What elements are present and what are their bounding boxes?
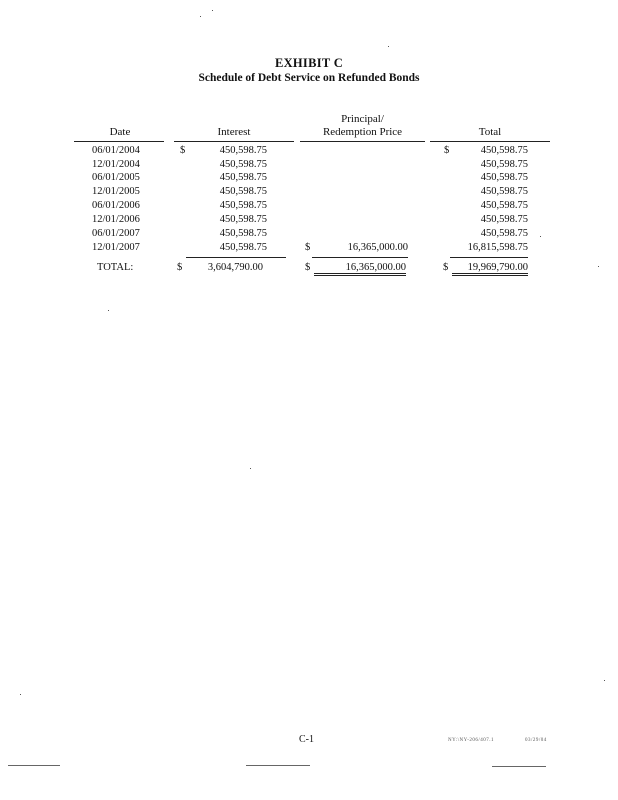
totals-total-currency: $ [443,262,449,273]
doc-code: NY:\NY-206/407.1 [448,738,495,743]
scan-speck [604,680,605,681]
scan-speck [212,10,213,11]
scan-speck [250,468,251,469]
scan-mark [246,765,310,766]
row-interest: 450,598.75 [219,186,267,197]
exhibit-title: EXHIBIT C [274,56,344,70]
header-rule-principal [300,141,425,142]
row-interest: 450,598.75 [219,228,267,239]
row-total: 450,598.75 [480,172,528,183]
subtotal-rule-principal [312,257,408,258]
row-total: 450,598.75 [480,145,528,156]
row-date: 06/01/2007 [92,228,140,239]
row-total: 450,598.75 [480,214,528,225]
header-principal-line2: Redemption Price [322,126,403,138]
header-principal-line1: Principal/ [341,113,384,125]
page-number: C-1 [299,734,314,745]
scan-speck [540,236,541,237]
row-interest: 450,598.75 [219,172,267,183]
header-interest: Interest [217,126,251,138]
row-total: 16,815,598.75 [467,242,528,253]
row-total: 450,598.75 [480,186,528,197]
row-interest: 450,598.75 [219,145,267,156]
totals-interest: 3,604,790.00 [207,262,263,273]
schedule-subtitle: Schedule of Debt Service on Refunded Bonds [198,72,420,84]
header-rule-interest [174,141,294,142]
row-date: 12/01/2004 [92,159,140,170]
interest-currency-symbol: $ [180,145,186,156]
scan-speck [200,16,201,17]
doc-date: 03/29/04 [525,738,547,743]
header-rule-total [430,141,550,142]
scan-mark [8,765,60,766]
row-principal: 16,365,000.00 [347,242,408,253]
totals-principal: 16,365,000.00 [314,262,406,276]
row-date: 06/01/2004 [92,145,140,156]
header-total: Total [478,126,502,138]
row-interest: 450,598.75 [219,159,267,170]
scan-speck [598,266,599,267]
totals-total: 19,969,790.00 [452,262,528,276]
row-interest: 450,598.75 [219,200,267,211]
row-date: 12/01/2006 [92,214,140,225]
row-date: 06/01/2005 [92,172,140,183]
subtotal-rule-interest [186,257,286,258]
header-date: Date [109,126,131,138]
row-interest: 450,598.75 [219,242,267,253]
totals-interest-currency: $ [177,262,183,273]
row-date: 06/01/2006 [92,200,140,211]
total-currency-symbol: $ [444,145,450,156]
subtotal-rule-total [450,257,528,258]
row-date: 12/01/2007 [92,242,140,253]
totals-label: TOTAL: [97,262,134,273]
principal-currency-symbol: $ [305,242,311,253]
totals-principal-currency: $ [305,262,311,273]
row-date: 12/01/2005 [92,186,140,197]
header-rule-date [74,141,164,142]
row-interest: 450,598.75 [219,214,267,225]
row-total: 450,598.75 [480,228,528,239]
scan-mark [492,766,546,767]
scan-speck [108,310,109,311]
scan-speck [388,46,389,47]
scan-speck [20,694,21,695]
row-total: 450,598.75 [480,159,528,170]
row-total: 450,598.75 [480,200,528,211]
